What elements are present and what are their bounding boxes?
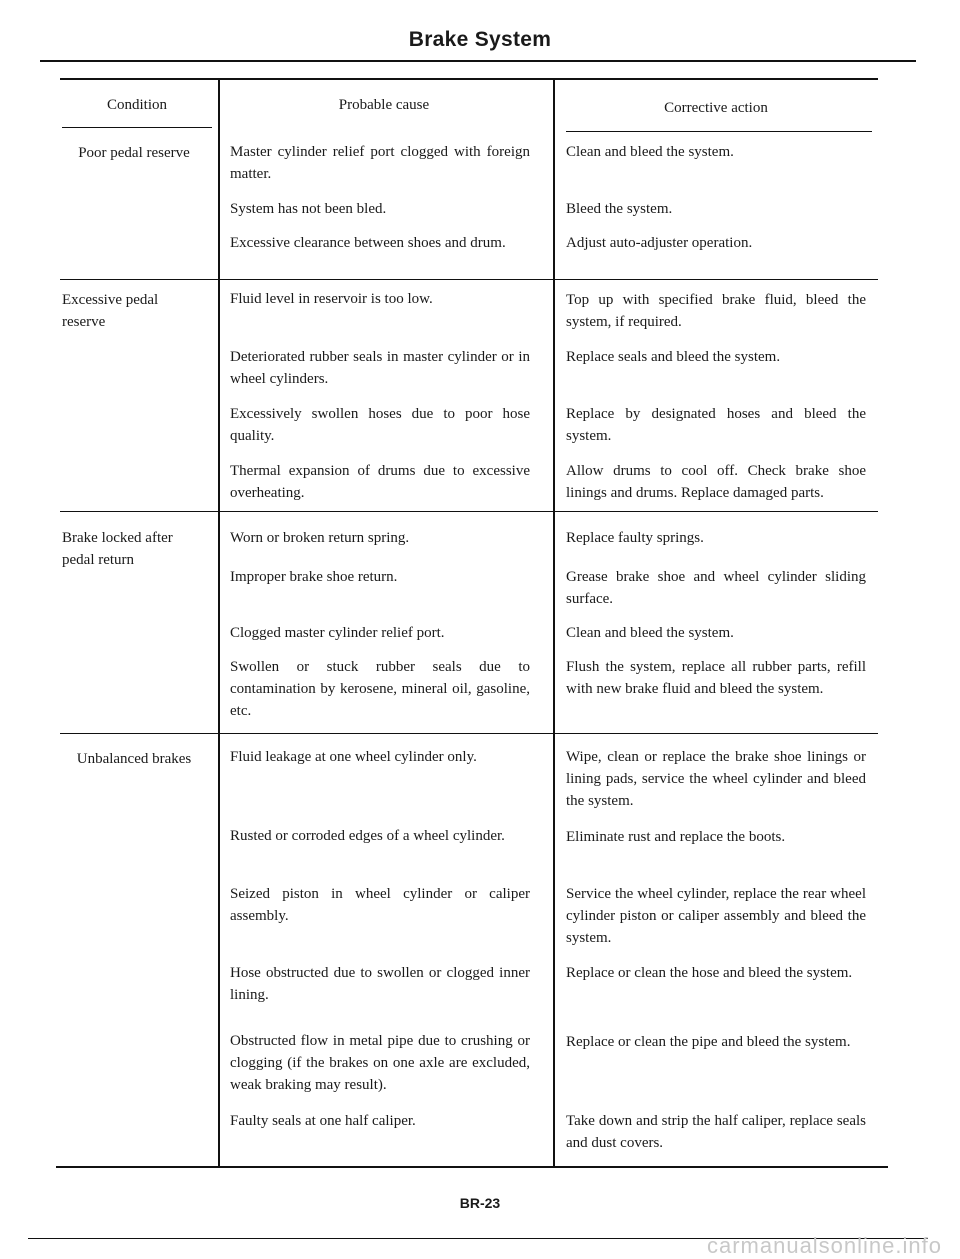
row-divider-3 xyxy=(60,733,878,734)
action-cell: Take down and strip the half caliper, replace seals and dust covers. xyxy=(566,1113,866,1151)
action-cell: Replace or clean the pipe and bleed the system. xyxy=(566,1034,851,1050)
header-corrective-action: Corrective action xyxy=(664,100,768,116)
cause-cell: Fluid leakage at one wheel cylinder only. xyxy=(230,749,477,765)
cause-cell: Hose obstructed due to swollen or clogged inner lining. xyxy=(230,965,530,1003)
action-cell: Clean and bleed the system. xyxy=(566,144,734,160)
cause-cell: Excessively swollen hoses due to poor hose quality. xyxy=(230,406,530,444)
header-underline-action xyxy=(566,131,872,132)
cause-cell: Deteriorated rubber seals in master cylinder or in wheel cylinders. xyxy=(230,349,530,387)
action-cell: Replace faulty springs. xyxy=(566,530,704,546)
condition-poor-pedal-reserve: Poor pedal reserve xyxy=(78,145,190,161)
cause-cell: Faulty seals at one half caliper. xyxy=(230,1113,416,1129)
action-cell: Bleed the system. xyxy=(566,201,673,217)
cause-cell: Obstructed flow in metal pipe due to crushing or clogging (if the brakes on one axle are excluded, weak braking may result). xyxy=(230,1033,530,1093)
page-title: Brake System xyxy=(408,28,552,51)
cause-cell: Seized piston in wheel cylinder or caliper assembly. xyxy=(230,886,530,924)
cause-cell: Improper brake shoe return. xyxy=(230,569,398,585)
table-bottom-rule xyxy=(56,1166,888,1168)
cause-cell: Fluid level in reservoir is too low. xyxy=(230,291,433,307)
column-divider-right xyxy=(553,80,555,1166)
cause-cell: Clogged master cylinder relief port. xyxy=(230,625,445,641)
action-cell: Service the wheel cylinder, replace the rear wheel cylinder piston or caliper assembly and bleed the system. xyxy=(566,886,866,946)
cause-cell: Worn or broken return spring. xyxy=(230,530,410,546)
action-cell: Eliminate rust and replace the boots. xyxy=(566,829,786,845)
condition-excessive-pedal-reserve: Excessive pedal reserve xyxy=(62,292,159,330)
action-cell: Replace seals and bleed the system. xyxy=(566,349,781,365)
header-probable-cause: Probable cause xyxy=(338,97,430,113)
action-cell: Clean and bleed the system. xyxy=(566,625,734,641)
watermark: carmanualsonline.info xyxy=(706,1233,942,1258)
row-divider-1 xyxy=(60,279,878,280)
column-divider-left xyxy=(218,80,220,1166)
cause-cell: System has not been bled. xyxy=(230,201,387,217)
title-rule xyxy=(40,60,916,62)
header-condition: Condition xyxy=(106,97,167,113)
cause-cell: Master cylinder relief port clogged with foreign matter. xyxy=(230,144,530,182)
action-cell: Top up with specified brake fluid, bleed the system, if required. xyxy=(566,292,866,330)
table-top-rule xyxy=(60,78,878,80)
condition-unbalanced-brakes: Unbalanced brakes xyxy=(76,751,192,767)
cause-cell: Swollen or stuck rubber seals due to contamination by kerosene, mineral oil, gasoline, etc. xyxy=(230,659,530,719)
page-number: BR-23 xyxy=(459,1195,501,1211)
action-cell: Flush the system, replace all rubber parts, refill with new brake fluid and bleed the system. xyxy=(566,659,866,697)
cause-cell: Rusted or corroded edges of a wheel cylinder. xyxy=(230,828,505,844)
header-underline-condition xyxy=(62,127,212,128)
action-cell: Wipe, clean or replace the brake shoe linings or lining pads, service the wheel cylinder and bleed the system. xyxy=(566,749,866,809)
action-cell: Replace by designated hoses and bleed the system. xyxy=(566,406,866,444)
cause-cell: Excessive clearance between shoes and drum. xyxy=(230,235,506,251)
action-cell: Replace or clean the hose and bleed the system. xyxy=(566,965,853,981)
action-cell: Allow drums to cool off. Check brake shoe linings and drums. Replace damaged parts. xyxy=(566,463,866,501)
cause-cell: Thermal expansion of drums due to excessive overheating. xyxy=(230,463,530,501)
row-divider-2 xyxy=(60,511,878,512)
action-cell: Grease brake shoe and wheel cylinder sliding surface. xyxy=(566,569,866,607)
condition-brake-locked: Brake locked after pedal return xyxy=(62,530,173,568)
action-cell: Adjust auto-adjuster operation. xyxy=(566,235,753,251)
